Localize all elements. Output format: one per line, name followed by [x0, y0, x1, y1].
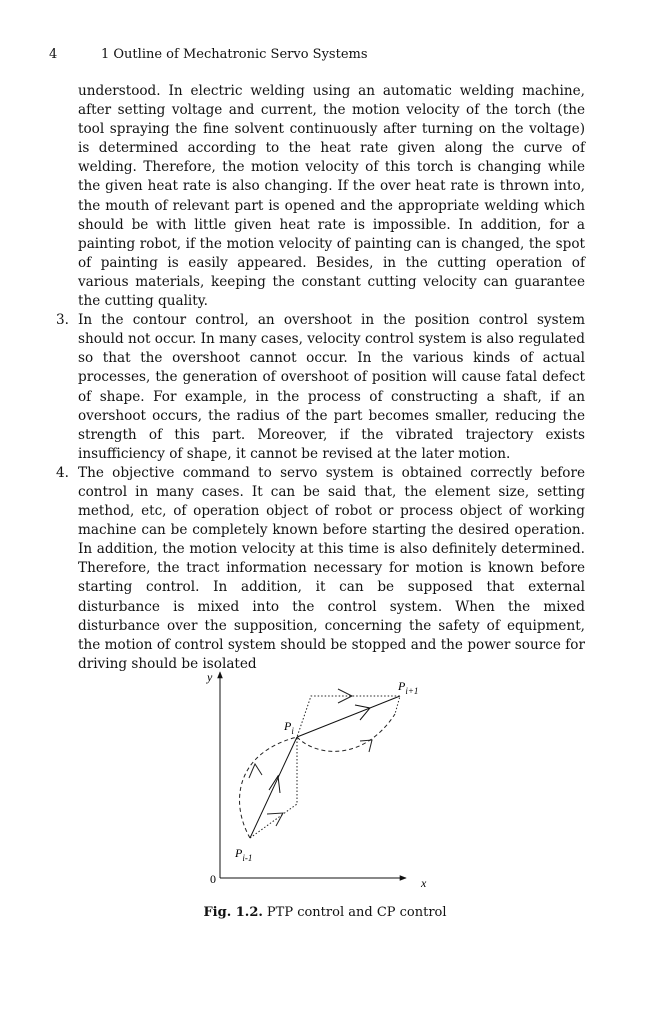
- ptp-path: [250, 696, 400, 838]
- list-item: [56, 311, 585, 464]
- page-number: 4: [49, 47, 58, 62]
- figure-caption: [0, 905, 650, 920]
- list-item-text: In the contour control, an overshoot in the position control system should not occur. In many cases, velocity control system is also regulated so that the overshoot cannot occur. In the various kinds of actual processes, the generation of overshoot of position will cause fatal defect of shape. For example, in the process of constructing a shaft, if an overshoot occurs, the radius of the part becomes smaller, reducing the strength of this part. Moreover, if the vibrated trajectory exists insufficiency of shape, it cannot be revised at the later motion.: [78, 312, 585, 462]
- running-header: [49, 47, 368, 62]
- list-item-number: 4.: [56, 464, 69, 481]
- point-label-p-curr: [283, 719, 294, 736]
- list-item: [56, 464, 585, 674]
- point-subscript: i-1: [242, 853, 253, 863]
- cp-curve: [297, 714, 395, 751]
- cp-arrowhead: [360, 740, 372, 752]
- point-base: P: [398, 679, 406, 693]
- intro-paragraph: understood. In electric welding using an automatic welding machine, after setting voltage and current, the motion velocity of the torch (the tool spraying the fine solvent continuously after turning on the voltage) is determined according to the heat rate given along the curve of welding. Therefore, the motion velocity of this torch is changing while the given heat rate is also changing. If the over heat rate is thrown into, the mouth of relevant part is opened and the appropriate welding which should be with little given heat rate is impossible. In addition, for a painting robot, if the motion velocity of painting can is changed, the spot of painting is easily appeared. Besides, in the cutting operation of various materials, keeping the constant cutting velocity can guarantee the cutting quality.: [78, 83, 585, 310]
- cp-curve: [240, 737, 297, 838]
- point-base: P: [284, 719, 292, 733]
- point-subscript: i: [291, 726, 294, 736]
- figure-ptp-cp: [195, 668, 445, 898]
- x-axis-label: x: [421, 876, 427, 890]
- ptp-arrowhead: [267, 813, 283, 826]
- list-item-text: The objective command to servo system is obtained correctly before control in many cases. It can be said that, the element size, setting method, etc, of operation object of robot or process object of working machine can be completely known before starting the desired operation. In addition, the motion velocity at this time is also definitely determined. Therefore, the tract information necessary for motion is known before starting control. In addition, it can be supposed that external disturbance is mixed into the control system. When the mixed disturbance over the supposition, concerning the safety of equipment, the motion of control system should be stopped and the power source for driving should be isolated: [78, 464, 585, 672]
- point-base: P: [235, 846, 243, 860]
- body-text: [56, 82, 585, 674]
- point-subscript: i+1: [405, 686, 419, 696]
- y-axis-label: y: [207, 670, 213, 684]
- caption-text: PTP control and CP control: [266, 905, 447, 920]
- cp-arrowhead: [249, 764, 262, 778]
- figure-diagram: [195, 668, 445, 898]
- running-title: 1 Outline of Mechatronic Servo Systems: [101, 47, 368, 62]
- list-item-number: 3.: [56, 312, 69, 329]
- straight-segment: [297, 696, 400, 737]
- caption-label: Fig. 1.2.: [203, 905, 263, 920]
- point-label-p-next: [397, 679, 418, 696]
- straight-segment: [250, 737, 297, 838]
- point-label-p-prev: [234, 846, 252, 863]
- origin-label: 0: [210, 872, 216, 886]
